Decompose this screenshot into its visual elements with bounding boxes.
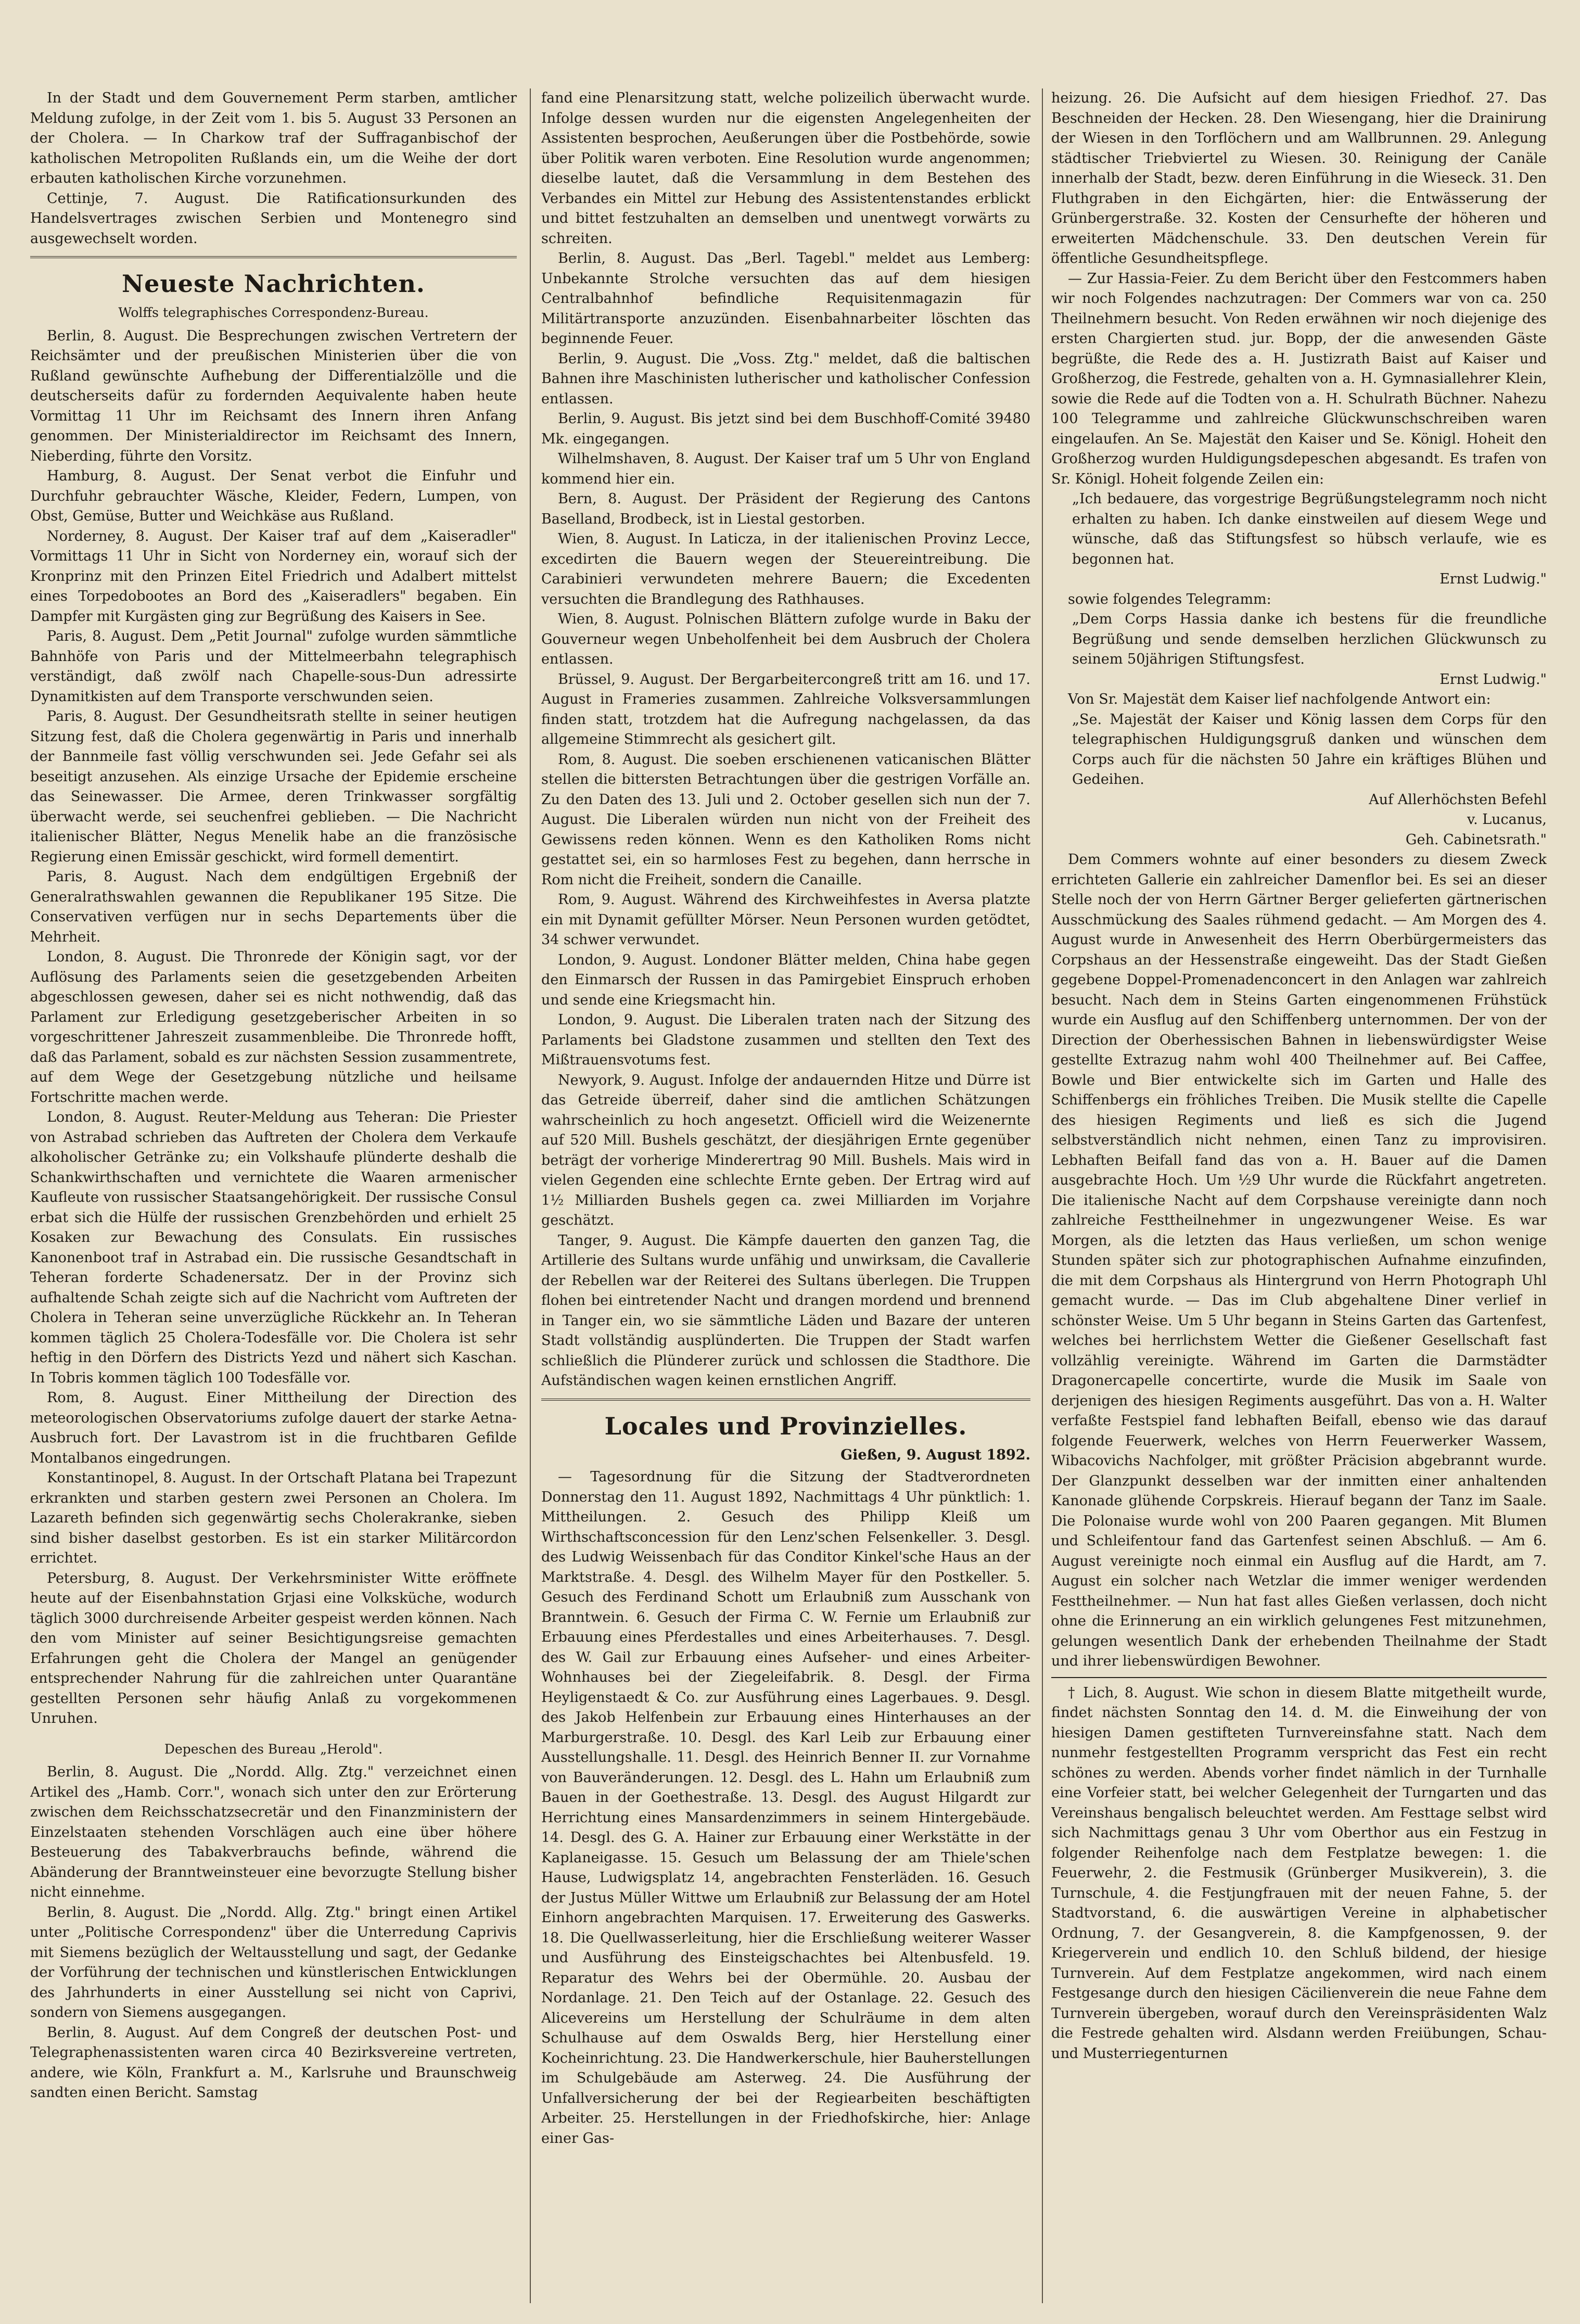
quote-telegram-3: „Se. Majestät der Kaiser und König lassen dem Corps für den telegraphischen Huldigungsgruß danken und wünschen dem Corps auch für die nächsten 50 Jahre ein kräftiges Blühen und Gedeihen. (1072, 711, 1547, 788)
article-divider (1051, 1677, 1547, 1678)
column-3 (1051, 88, 1547, 2308)
article-perm: In der Stadt und dem Gouvernement Perm starben, amtlicher Meldung zufolge, in der Zeit vom 1. bis 5. August 33 Personen an der Cholera. — In Charkow traf der Suffraganbischof der katholischen Metropoliten Rußlands ein, um die Weihe der dort erbauten katholischen Kirche vorzunehmen. (30, 90, 517, 186)
column-rule (530, 88, 531, 2303)
article-wilhelmshaven: Wilhelmshaven, 8. August. Der Kaiser traf um 5 Uhr von England kommend hier ein. (541, 451, 1030, 487)
signature-3c: Geh. Cabinetsrath." (1405, 831, 1547, 848)
article-london-2: London, 8. August. Reuter-Meldung aus Teheran: Die Priester von Astrabad schrieben das Auftreten der Cholera dem Verkaufe alkoholischer Getränke zu; ein Volkshaufe plünderte deshalb die Schankwirthschaften und vernichtete die Waaren armenischer Kaufleute von russischer Staatsangehörigkeit. Der russische Consul erbat sich die Hülfe der russischen Grenzbehörden und erhielt 25 Kosaken zur Bewachung des Consulats. Ein russisches Kanonenboot traf in Astrabad ein. Die russische Gesandtschaft in Teheran forderte Schadenersatz. Der in der Provinz sich aufhaltende Schah zeigte sich auf die Nachricht vom Auftreten der Cholera in Teheran seine unverzügliche Rückkehr an. In Teheran kommen täglich 25 Cholera-Todesfälle vor. Die Cholera ist sehr heftig in den Dörfern des Districts Yezd und nähert sich Kaschan. In Tobris kommen täglich 100 Todesfälle vor. (30, 1109, 517, 1386)
article-norderney: Norderney, 8. August. Der Kaiser traf auf dem „Kaiseradler" Vormittags 11 Uhr in Sicht von Norderney ein, worauf sich der Kronprinz mit den Prinzen Eitel Friedrich und Adalbert mittelst eines Torpedobootes an Bord des „Kaiseradlers" begaben. Ein Dampfer mit Kurgästen ging zur Begrüßung des Kaisers in See. (30, 528, 517, 625)
article-tagesordnung-cont: heizung. 26. Die Aufsicht auf dem hiesigen Friedhof. 27. Das Beschneiden der Hecken. 28. Den Wiesengang, hier die Drainirung der Wiesen in den Torflöchern und am Wallbrunnen. 29. Anlegung städtischer Triebviertel zu Wiesen. 30. Reinigung der Canäle innerhalb der Stadt, bezw. deren Einführung in die Wieseck. 31. Den Fluthgraben in den Eichgärten, hier: die Entwässerung der Grünbergerstraße. 32. Kosten der Censurhefte der höheren und erweiterten Mädchenschule. 33. Den deutschen Verein für öffentliche Gesundheitspflege. (1051, 90, 1547, 266)
dateline: Gießen, 9. August 1892. (840, 1446, 1030, 1463)
article-tanger: Tanger, 9. August. Die Kämpfe dauerten den ganzen Tag, die Artillerie des Sultans wurde unfähig und unwirksam, die Cavallerie der Rebellen war der Reiterei des Sultans überlegen. Die Truppen flohen bei eintretender Nacht und drangen mordend und brennend in Tanger ein, wo sie sämmtliche Läden und Bazare der unteren Stadt vollständig ausplünderten. Die Truppen der Stadt warfen schließlich die Plünderer zurück und schlossen die Stadthore. Die Aufständischen wagen keinen ernstlichen Angriff. (541, 1232, 1030, 1389)
signature-1: Ernst Ludwig." (1439, 571, 1547, 587)
article-london-4: London, 9. August. Die Liberalen traten nach der Sitzung des Parlaments bei Gladstone zusammen und stellten den Text des Mißtrauensvotums fest. (541, 1012, 1030, 1068)
article-wien-1: Wien, 8. August. In Laticza, in der italienischen Provinz Lecce, excedirten die Bauern wegen der Steuereintreibung. Die Carabinieri verwundeten mehrere Bauern; die Excedenten versuchten die Brandlegung des Rathhauses. (541, 531, 1030, 607)
article-konstantinopel: Konstantinopel, 8. August. In der Ortschaft Platana bei Trapezunt erkrankten und starben gestern zwei Personen an Cholera. Im Lazareth befinden sich gegenwärtig sechs Cholerakranke, sieben sind bisher daselbst gestorben. Es ist ein starker Militärcordon errichtet. (30, 1470, 517, 1566)
article-hassia-commers: Dem Commers wohnte auf einer besonders zu diesem Zweck errichteten Gallerie ein zahlreicher Damenflor bei. Es sei an dieser Stelle noch der von Herrn Gärtner Berger gelieferten gärtnerischen Ausschmückung des Saales rühmend gedacht. — Am Morgen des 4. August wurde in Anwesenheit des Herrn Oberbürgermeisters das Corpshaus an der Hessenstraße eingeweiht. Das der Stadt Gießen gegebene Doppel-Promenadenconcert in den Anlagen war zahlreich besucht. Nach dem in Steins Garten eingenommenen Frühstück wurde ein Ausflug auf den Schiffenberg unternommen. Der von der Direction der Oberhessischen Bahnen in liebenswürdigster Weise gestellte Extrazug nahm wohl 400 Theilnehmer auf. Bei Caffee, Bowle und Bier entwickelte sich im Garten und Halle des Schiffenbergs ein fröhliches Treiben. Die Musik stellte die Capelle des hiesigen Regiments und ließ es sich die Jugend selbstverständlich nicht nehmen, einen Tanz zu improvisiren. Lebhaften Beifall fand das von a. H. Bauer auf die Damen ausgebrachte Hoch. Um ½9 Uhr wurde die Rückfahrt angetreten. Die italienische Nacht auf dem Corpshause vereinigte dann noch zahlreiche Festtheilnehmer in ungezwungener Weise. Es war Morgen, als die letzten das Haus verließen, um schon wenige Stunden später sich zur photographischen Aufnahme einzufinden, die mit dem Corpshaus als Hintergrund von Herrn Photograph Uhl gemacht wurde. — Das im Club abgehaltene Diner verlief in schönster Weise. Um 5 Uhr begann in Steins Garten das Gartenfest, welches bei herrlichstem Wetter die Gießener Gesellschaft fast vollzählig vereinigte. Während im Garten die Darmstädter Dragonercapelle concertirte, wurde die Musik im Saale von derjenigen des hiesigen Regiments ausgeführt. Das von a. H. Walter verfaßte Festspiel fand lebhaften Beifall, ebenso wie das darauf folgende Feuerwerk, welches von Herrn Feuerwerker Wassem, Wibacovichs Nachfolger, mit größter Präcision abgebrannt wurde. Der Glanzpunkt desselben war der inmitten einer anhaltenden Kanonade glühende Corpskreis. Hierauf begann der Tanz im Saale. Die Polonaise wurde wohl von 200 Paaren gegangen. Mit Blumen und Schleifentour fand das Gartenfest seinen Abschluß. — Am 6. August vereinigte noch einmal ein Ausflug auf die Hardt, am 7. August ein solcher nach Wetzlar die immer weniger werdenden Festtheilnehmer. — Nun hat fast alles Gießen verlassen, doch nicht ohne die Erinnerung an ein wirklich gelungenes Fest mitzunehmen, gelungen wesentlich Dank der erhebenden Theilnahme der Stadt und ihrer liebenswürdigen Bewohner. (1051, 852, 1547, 1669)
subheading-wolff-bureau: Wolffs telegraphisches Correspondenz-Bureau. (118, 305, 429, 320)
article-hamburg: Hamburg, 8. August. Der Senat verbot die Einfuhr und Durchfuhr gebrauchter Wäsche, Kleider, Federn, Lumpen, von Obst, Gemüse, Butter und Weichkäse aus Rußland. (30, 468, 517, 524)
signature-3a: Auf Allerhöchsten Befehl (1369, 791, 1547, 808)
signature-2: Ernst Ludwig." (1439, 671, 1547, 688)
article-newyork: Newyork, 9. August. Infolge der andauernden Hitze und Dürre ist das Getreide überreif, daher sind die amtlichen Schätzungen wahrscheinlich zu hoch angesetzt. Officiell wird die Weizenernte auf 520 Mill. Bushels geschätzt, der diesjährigen Ernte gegenüber beträgt der vorherige Minderertrag 90 Mill. Bushels. Mais wird in vielen Gegenden eine schlechte Ernte geben. Der Ertrag wird auf 1½ Milliarden Bushels gegen ca. zwei Milliarden im Vorjahre geschätzt. (541, 1072, 1030, 1228)
article-berlin-1: Berlin, 8. August. Die Besprechungen zwischen Vertretern der Reichsämter und der preußischen Ministerien über die von Rußland gewünschte Aufhebung der Differentialzölle und die deutscherseits dafür zu fordernden Aequivalente haben heute Vormittag 11 Uhr im Reichsamt des Innern ihren Anfang genommen. Der Ministerialdirector im Reichsamt des Innern, Nieberding, führte den Vorsitz. (30, 327, 517, 464)
article-hassia-kaiser: Von Sr. Majestät dem Kaiser lief nachfolgende Antwort ein: (1068, 691, 1491, 707)
column-1 (30, 88, 517, 2308)
article-berlin-3: Berlin, 8. August. Die „Nordd. Allg. Ztg." bringt einen Artikel unter „Politische Correspondenz" über die Unterredung Caprivis mit Siemens bezüglich der Weltausstellung und sagt, der Gedanke der Vorführung der technischen und künstlerischen Entwicklungen des Jahrhunderts in einer Ausstellung sei nicht von Caprivi, sondern von Siemens ausgegangen. (30, 1904, 517, 2021)
article-petersburg: Petersburg, 8. August. Der Verkehrsminister Witte eröffnete heute auf der Eisenbahnstation Grjasi eine Volksküche, wodurch täglich 3000 durchreisende Arbeiter gespeist werden können. Nach den vom Minister auf seiner Besichtigungsreise gemachten Erfahrungen geht die Cholera der Mangel an genügender entsprechender Nahrung für die zahlreichen unter Quarantäne gestellten Personen sehr häufig Anlaß zu vorgekommenen Unruhen. (30, 1570, 517, 1726)
article-rom-1: Rom, 8. August. Einer Mittheilung der Direction des meteorologischen Observatoriums zufolge dauert der starke Aetna-Ausbruch fort. Der Lavastrom ist in die fruchtbaren Gefilde Montalbanos eingedrungen. (30, 1390, 517, 1466)
article-bruessel: Brüssel, 9. August. Der Bergarbeitercongreß tritt am 16. und 17. August in Frameries zusammen. Zahlreiche Volksversammlungen finden statt, trotzdem hat die Aufregung nachgelassen, da das allgemeine Stimmrecht als gesichert gilt. (541, 671, 1030, 747)
article-bern: Bern, 8. August. Der Präsident der Regierung des Cantons Baselland, Brodbeck, ist in Liestal gestorben. (541, 491, 1030, 527)
article-berlin-lemberg: Berlin, 8. August. Das „Berl. Tagebl." meldet aus Lemberg: Unbekannte Strolche versuchten das auf dem hiesigen Centralbahnhof befindliche Requisitenmagazin für Militärtransporte anzuzünden. Eisenbahnarbeiter löschten das beginnende Feuer. (541, 250, 1030, 347)
article-cont: fand eine Plenarsitzung statt, welche polizeilich überwacht wurde. Infolge dessen wurden nur die eigensten Angelegenheiten der Assistenten besprochen, Aeußerungen über die Postbehörde, sowie über Politik waren verboten. Eine Resolution wurde angenommen; dieselbe lautet, daß die Versammlung in dem Bestehen des Verbandes ein Mittel zur Hebung des Assistentenstandes erblickt und bittet festzuhalten an demselben und unentwegt vorwärts zu schreiten. (541, 90, 1030, 247)
subheading-herold: Depeschen des Bureau „Herold". (164, 1741, 383, 1757)
article-paris-3: Paris, 8. August. Nach dem endgültigen Ergebniß der Generalrathswahlen gewannen die Republikaner 195 Sitze. Die Conservativen verfügen nur in sechs Departements über die Mehrheit. (30, 869, 517, 945)
article-berlin-voss: Berlin, 9. August. Die „Voss. Ztg." meldet, daß die baltischen Bahnen ihre Maschinisten lutherischer und katholischer Confession entlassen. (541, 350, 1030, 407)
article-london-3: London, 9. August. Londoner Blätter melden, China habe gegen den Einmarsch der Russen in das Pamirgebiet Einspruch erhoben und sende eine Kriegsmacht hin. (541, 951, 1030, 1008)
article-wien-2: Wien, 8. August. Polnischen Blättern zufolge wurde in Baku der Gouverneur wegen Unbeholfenheit bei dem Ausbruch der Cholera entlassen. (541, 611, 1030, 667)
article-lich: † Lich, 8. August. Wie schon in diesem Blatte mitgetheilt wurde, findet nächsten Sonntag den 14. d. M. die Einweihung der von hiesigen Damen gestifteten Turnvereinsfahne statt. Nach dem nunmehr festgestellten Programm verspricht das Fest ein recht schönes zu werden. Abends vorher findet nämlich in der Turnhalle eine Vorfeier statt, bei welcher Gelegenheit der Turngarten und das Vereinshaus bengalisch beleuchtet werden. Am Festtage selbst wird sich Nachmittags genau 3 Uhr vom Oberthor aus ein Festzug in folgender Reihenfolge nach dem Festplatze bewegen: 1. die Feuerwehr, 2. die Festmusik (Grünberger Musikverein), 3. die Turnschule, 4. die Festjungfrauen mit der neuen Fahne, 5. der Stadtvorstand, 6. die auswärtigen Vereine in alphabetischer Ordnung, 7. der Gesangverein, 8. die Kampfgenossen, 9. der Kriegerverein und endlich 10. den Schluß bildend, der hiesige Turnverein. Auf dem Festplatze angekommen, wird nach einem Festgesange durch den hiesigen Cäcilienverein die neue Fahne dem Turnverein übergeben, worauf durch den Vereinspräsidenten Walz die Festrede gehalten wird. Alsdann werden Freiübungen, Schau- und Musterriegenturnen (1051, 1684, 1547, 2062)
article-london-1: London, 8. August. Die Thronrede der Königin sagt, vor der Auflösung des Parlaments seien die gesetzgebenden Arbeiten abgeschlossen gewesen, daher sei es nicht nothwendig, daß das Parlament zur Erledigung gesetzgeberischer Arbeiten in so vorgeschrittener Jahreszeit zusammenbleibe. Die Thronrede hofft, daß das Parlament, sobald es zur nächsten Session zusammentrete, auf dem Wege der Gesetzgebung nützliche und heilsame Fortschritte machen werde. (30, 949, 517, 1106)
article-berlin-4: Berlin, 8. August. Auf dem Congreß der deutschen Post- und Telegraphenassistenten waren circa 40 Bezirksvereine vertreten, andere, wie Köln, Frankfurt a. M., Karlsruhe und Braunschweig sandten einen Bericht. Samstag (30, 2024, 517, 2101)
section-heading-locales: Locales und Provinzielles. (604, 1412, 967, 1440)
article-paris-1: Paris, 8. August. Dem „Petit Journal" zufolge wurden sämmtliche Bahnhöfe von Paris und der Mittelmeerbahn telegraphisch verständigt, daß zwölf nach Chapelle-sous-Dun adressirte Dynamitkisten auf dem Transporte verschwunden seien. (30, 628, 517, 705)
article-cettinje: Cettinje, 7. August. Die Ratificationsurkunden des Handelsvertrages zwischen Serbien und Montenegro sind ausgewechselt worden. (30, 190, 517, 247)
section-heading-neueste-nachrichten: Neueste Nachrichten. (122, 270, 425, 298)
article-hassia-telegram: sowie folgendes Telegramm: (1068, 591, 1271, 607)
article-hassia-feier: — Zur Hassia-Feier. Zu dem Bericht über den Festcommers haben wir noch Folgendes nachzutragen: Der Commers war von ca. 250 Theilnehmern besucht. Von Reden erwähnen wir noch diejenige des ersten Chargierten stud. jur. Bopp, der die anwesenden Gäste begrüßte, die Rede des a. H. Justizrath Baist auf Kaiser und Großherzog, die Festrede, gehalten von a. H. Gymnasiallehrer Klein, sowie die Rede auf die Todten von a. H. Schulrath Büchner. Nahezu 100 Telegramme und zahlreiche Glückwunschschreiben waren eingelaufen. An Se. Majestät den Kaiser und Se. Königl. Hoheit den Großherzog wurden Huldigungsdepeschen abgesandt. Es trafen von Sr. Königl. Hoheit folgende Zeilen ein: (1051, 270, 1547, 487)
signature-3b: v. Lucanus, (1467, 811, 1547, 828)
article-paris-2: Paris, 8. August. Der Gesundheitsrath stellte in seiner heutigen Sitzung fest, daß die Cholera gegenwärtig in Paris und innerhalb der Bannmeile fast völlig verschwunden sei. Jede Gefahr sei als beseitigt anzusehen. Als einzige Ursache der Epidemie erscheine das Seinewasser. Die Armee, deren Trinkwasser sorgfältig überwacht werde, sei seuchenfrei geblieben. — Die Nachricht italienischer Blätter, Negus Menelik habe an die französische Regierung einen Emissär geschickt, wird formell dementirt. (30, 708, 517, 865)
article-berlin-2: Berlin, 8. August. Die „Nordd. Allg. Ztg." verzeichnet einen Artikel des „Hamb. Corr.", wonach sich unter den zur Erörterung zwischen dem Reichsschatzsecretär und den Finanzministern der Einzelstaaten stehenden Vorschlägen auch eine über höhere Besteuerung des Tabakverbrauchs befinde, während die Abänderung der Branntweinsteuer eine bevorzugte Stellung bisher nicht einnehme. (30, 1764, 517, 1900)
column-2 (541, 88, 1030, 2308)
column-rule (1042, 88, 1043, 2303)
section-divider (30, 256, 517, 258)
quote-telegram-2: „Dem Corps Hassia danke ich bestens für die freundliche Begrüßung und sende demselben herzlichen Glückwunsch zu seinem 50jährigen Stiftungsfest. (1072, 611, 1547, 667)
article-berlin-buschhoff: Berlin, 9. August. Bis jetzt sind bei dem Buschhoff-Comité 39480 Mk. eingegangen. (541, 411, 1030, 447)
article-rom-3: Rom, 9. August. Während des Kirchweihfestes in Aversa platzte ein mit Dynamit gefüllter Mörser. Neun Personen wurden getödtet, 34 schwer verwundet. (541, 892, 1030, 948)
quote-telegram-1: „Ich bedauere, das vorgestrige Begrüßungstelegramm noch nicht erhalten zu haben. Ich danke einstweilen auf diesem Wege und wünsche, daß das Stiftungsfest so hübsch verlaufe, wie es begonnen hat. (1072, 491, 1547, 567)
article-tagesordnung: — Tagesordnung für die Sitzung der Stadtverordneten Donnerstag den 11. August 1892, Nachmittags 4 Uhr pünktlich: 1. Mittheilungen. 2. Gesuch des Philipp Kleiß um Wirthschaftsconcession für den Lenz'schen Felsenkeller. 3. Desgl. des Ludwig Weissenbach für das Conditor Kinkel'sche Haus an der Marktstraße. 4. Desgl. des Wilhelm Mayer für den Postkeller. 5. Gesuch des Ferdinand Schott um Erlaubniß zum Ausschank von Branntwein. 6. Gesuch der Firma C. W. Fernie um Erlaubniß zur Erbauung eines Pferdestalles und eines Arbeiterhauses. 7. Desgl. des W. Gail zur Erbauung eines Aufseher- und eines Arbeiter-Wohnhauses bei der Ziegeleifabrik. 8. Desgl. der Firma Heyligenstaedt & Co. zur Ausführung eines Lagerbaues. 9. Desgl. des Jakob Helfenbein zur Erbauung eines Hinterhauses an der Marburgerstraße. 10. Desgl. des Karl Leib zur Erbauung einer Ausstellungshalle. 11. Desgl. des Heinrich Benner II. zur Vornahme von Bauveränderungen. 12. Desgl. des L. Hahn um Erlaubniß zum Bauen in der Goethestraße. 13. Desgl. des August Hilgardt zur Herrichtung eines Mansardenzimmers in seinem Hintergebäude. 14. Desgl. des G. A. Hainer zur Erbauung einer Werkstätte in der Kaplaneigasse. 15. Gesuch um Belassung der am Thiele'schen Hause, Ludwigsplatz 14, angebrachten Fensterläden. 16. Gesuch der Justus Müller Wittwe um Erlaubniß zur Belassung der am Hotel Einhorn angebrachten Marquisen. 17. Erweiterung des Gaswerks. 18. Die Quellwasserleitung, hier die Erschließung weiterer Wasser und Ausführung des Einsteigschachtes bei Altenbusfeld. 19. Reparatur des Wehrs bei der Obermühle. 20. Ausbau der Nordanlage. 21. Den Teich auf der Ostanlage. 22. Gesuch des Alicevereins um Herstellung der Schulräume in dem alten Schulhause auf dem Oswalds Berg, hier Herstellung einer Kocheinrichtung. 23. Die Handwerkerschule, hier Bauherstellungen im Schulgebäude am Asterweg. 24. Die Ausführung der Unfallversicherung der bei der Regiearbeiten beschäftigten Arbeiter. 25. Herstellungen in der Friedhofskirche, hier: Anlage einer Gas- (541, 1469, 1030, 2147)
article-rom-2: Rom, 8. August. Die soeben erschienenen vaticanischen Blätter stellen die bittersten Betrachtungen über die gestrigen Vorfälle an. Zu den Daten des 13. Juli und 2. October gesellen sich nun der 7. August. Die Liberalen würden nun nicht von der Freiheit des Gewissens reden können. Wenn es den Katholiken Roms nicht gestattet sei, ein so harmloses Fest zu begehen, dann herrsche in Rom nicht die Freiheit, sondern die Canaille. (541, 751, 1030, 888)
section-divider (541, 1399, 1030, 1401)
